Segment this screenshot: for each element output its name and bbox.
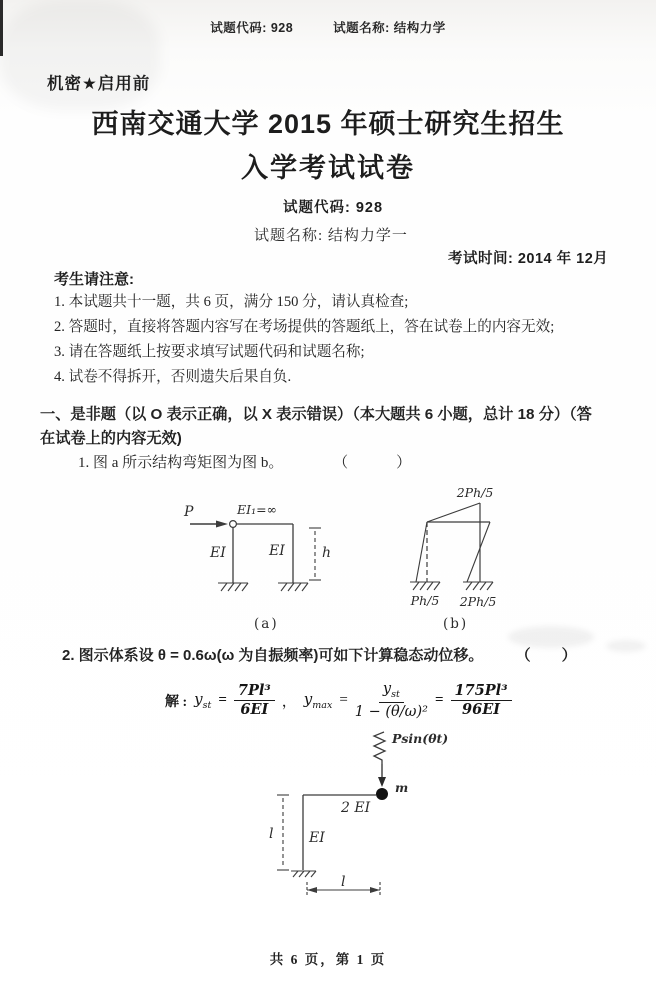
load-arrow-head — [216, 521, 228, 528]
figure-b-caption: (b) — [443, 616, 469, 632]
question-2-text: 2. 图示体系设 θ = 0.6ω(ω 为自振频率)可如下计算稳态动位移。 — [62, 647, 484, 664]
static-displacement-fraction: $\frac{\text{7Pl³}}{6EI}$ — [234, 683, 275, 719]
scan-smudge — [606, 640, 646, 652]
right-fixed-support — [278, 583, 308, 591]
bottom-right-moment-label: 2Ph/5 — [459, 594, 497, 609]
beam-rigidity-label: EI₁=∞ — [237, 502, 277, 517]
figure-a-frame-diagram — [170, 488, 390, 638]
question-1-answer-blank: （ ） — [333, 455, 418, 471]
hinge-icon — [230, 521, 237, 528]
equals-sign: = — [434, 692, 444, 709]
harmonic-load-label: Psin(θt) — [392, 731, 449, 746]
notice-item-2: 2. 答题时，直接将答题内容写在考场提供的答题纸上，答在试卷上的内容无效; — [54, 319, 555, 335]
beam-moment-line — [427, 503, 480, 522]
top-header-name: 试题名称: 结构力学 — [333, 21, 446, 35]
figure-a-caption: (a) — [254, 616, 279, 632]
question-1 — [78, 451, 417, 472]
mass-label: m — [395, 780, 409, 795]
notice-item-1: 1. 本试题共十一题，共 6 页，满分 150 分，请认真检查; — [54, 294, 409, 310]
comma-separator: ， — [281, 694, 297, 711]
top-moment-label: 2Ph/5 — [456, 485, 494, 500]
subject-name: 试题名称: 结构力学一 — [254, 228, 408, 244]
left-height-dimension — [277, 795, 289, 870]
page-title-line2: 入学考试试卷 — [241, 153, 415, 183]
page-title-line1: 西南交通大学 2015 年硕士研究生招生 — [91, 109, 565, 139]
notice-item-3: 3. 请在答题纸上按要求填写试题代码和试题名称; — [54, 344, 365, 360]
question-1-text: 1. 图 a 所示结构弯矩图为图 b。 — [78, 455, 284, 471]
height-dimension — [309, 528, 321, 580]
classification-label: 机密★启用前 — [47, 75, 151, 93]
load-arrow-head — [378, 777, 386, 787]
left-column-ei-label: EI — [210, 545, 226, 561]
top-header-code: 试题代码: 928 — [210, 21, 294, 35]
y-static-symbol: $y_{st}$ — [194, 690, 212, 712]
left-dim-label: l — [269, 826, 274, 842]
right-column-moment-line — [467, 522, 490, 582]
subject-code: 试题代码: 928 — [283, 200, 384, 216]
notice-title: 考生请注意: — [54, 271, 134, 288]
equals-sign: = — [339, 692, 348, 709]
right-column-ei-label: EI — [269, 543, 285, 559]
load-p-label: P — [184, 504, 194, 520]
column-rigidity-label: EI — [309, 830, 325, 846]
exam-time: 考试时间: 2014 年 12月 — [448, 251, 609, 267]
equals-sign: = — [218, 692, 227, 709]
page-top-header — [0, 18, 656, 36]
result-fraction: $\frac{\text{175Pl³}}{96EI}$ — [451, 683, 512, 719]
dynamic-amplification-fraction: $\frac{y_{st}}{\text{1 − (θ/ω)²}}$ — [354, 681, 428, 720]
left-fixed-support — [410, 582, 440, 590]
solution-prefix: 解 : — [165, 694, 188, 710]
left-fixed-support — [218, 583, 248, 591]
left-column-moment-line — [416, 522, 427, 582]
page-footer: 共 6 页，第 1 页 — [269, 952, 387, 967]
question-2-answer-blank: （ ） — [515, 647, 585, 664]
bottom-dim-label: l — [341, 874, 346, 890]
section1-heading — [40, 403, 640, 451]
y-max-symbol: $y_{max}$ — [303, 690, 333, 712]
section1-heading-line2: 在试卷上的内容无效) — [40, 430, 182, 447]
section1-heading-line1: 一、是非题（以 O 表示正确，以 X 表示错误）（本大题共 6 小题，总计 18 分）（答 — [40, 406, 592, 423]
beam-rigidity-label: 2 EI — [341, 800, 371, 816]
notice-list — [54, 290, 632, 390]
bottom-left-moment-label: Ph/5 — [410, 593, 440, 608]
mass-dot — [376, 788, 388, 800]
solution-formula — [165, 681, 512, 720]
fixed-support — [291, 871, 316, 877]
spring-icon — [374, 732, 385, 764]
figure-c-dynamic-system-diagram — [265, 730, 455, 902]
right-fixed-support — [463, 582, 493, 590]
height-h-label: h — [322, 545, 332, 561]
figure-b-moment-diagram — [395, 470, 620, 635]
question-2 — [62, 644, 585, 665]
notice-item-4: 4. 试卷不得拆开，否则遗失后果自负. — [54, 369, 292, 385]
